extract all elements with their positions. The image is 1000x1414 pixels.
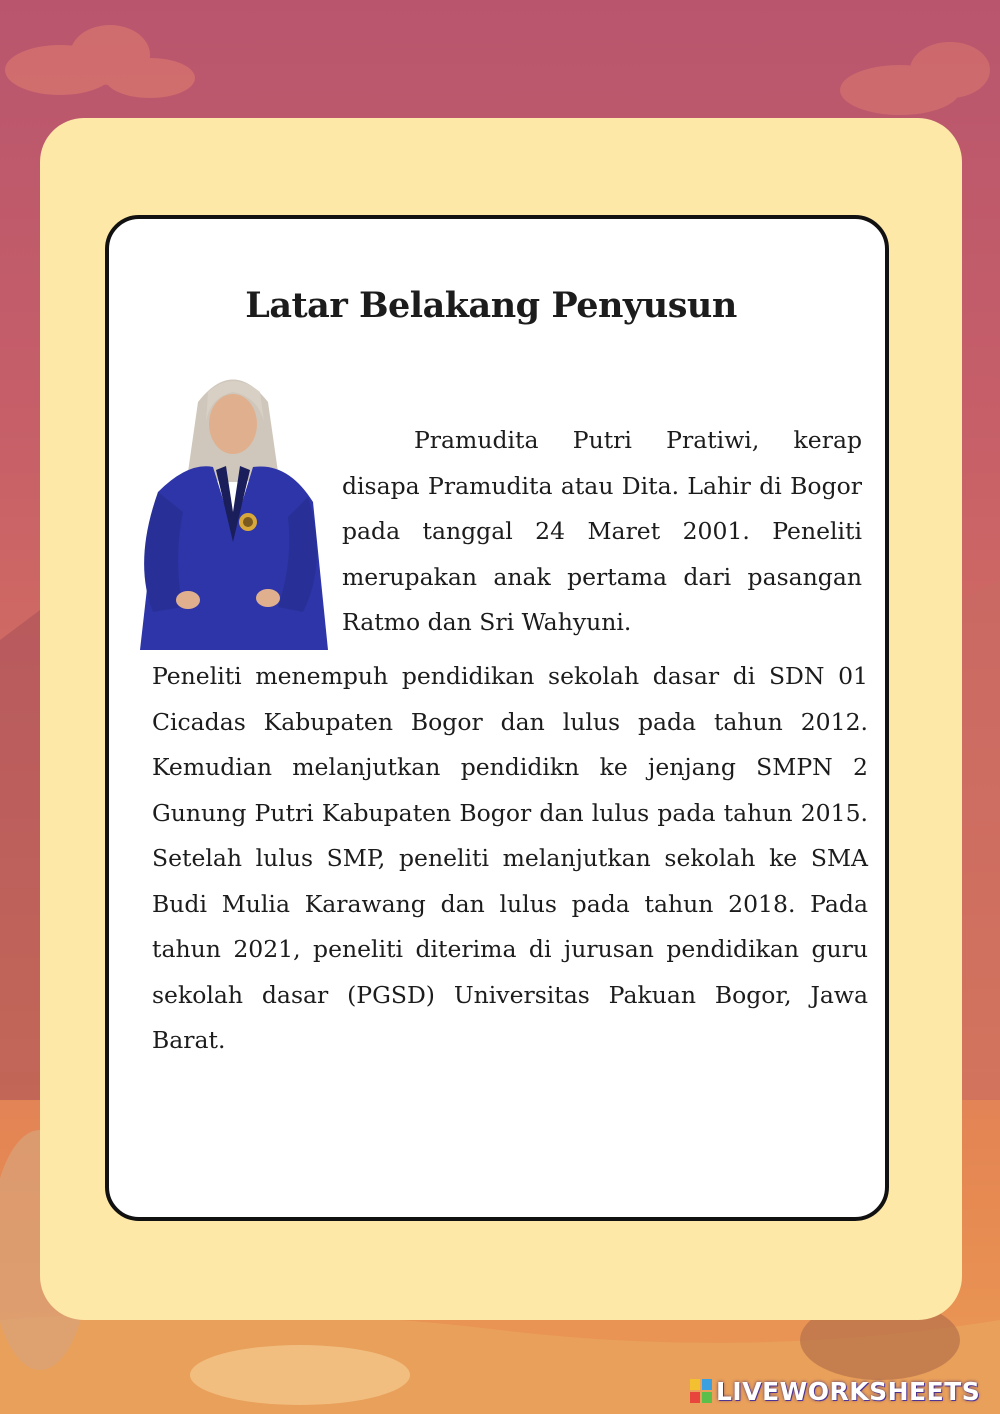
cloud-decoration	[5, 25, 195, 98]
watermark-text: LIVEWORKSHEETS	[716, 1376, 981, 1406]
profile-photo	[128, 362, 328, 650]
biography-paragraph: Peneliti menempuh pendidikan sekolah dasar di SDN 01 Cicadas Kabupaten Bogor dan lulus pada tahun 2012. Kemudian melanjutkan pendidikn ke jenjang SMPN 2 Gunung Putri Kabupaten Bogor dan lulus pada tahun 2015. Setelah lulus SMP, peneliti melanjutkan sekolah ke SMA Budi Mulia Karawang dan lulus pada tahun 2018. Pada tahun 2021, peneliti diterima di jurusan pendidikan guru sekolah dasar (PGSD) Universitas Pakuan Bogor, Jawa Barat.	[152, 662, 868, 1054]
liveworksheets-watermark[interactable]	[690, 1374, 980, 1408]
temple-silhouette	[962, 580, 1000, 1100]
intro-paragraph: Pramudita Putri Pratiwi, kerap disapa Pramudita atau Dita. Lahir di Bogor pada tanggal 24 Maret 2001. Peneliti merupakan anak pertama dari pasangan Ratmo dan Sri Wahyuni.	[342, 426, 862, 636]
cloud-decoration	[840, 42, 990, 115]
page-title: Latar Belakang Penyusun	[245, 285, 737, 326]
temple-silhouette	[0, 610, 40, 1100]
liveworksheets-logo-icon	[690, 1379, 712, 1403]
